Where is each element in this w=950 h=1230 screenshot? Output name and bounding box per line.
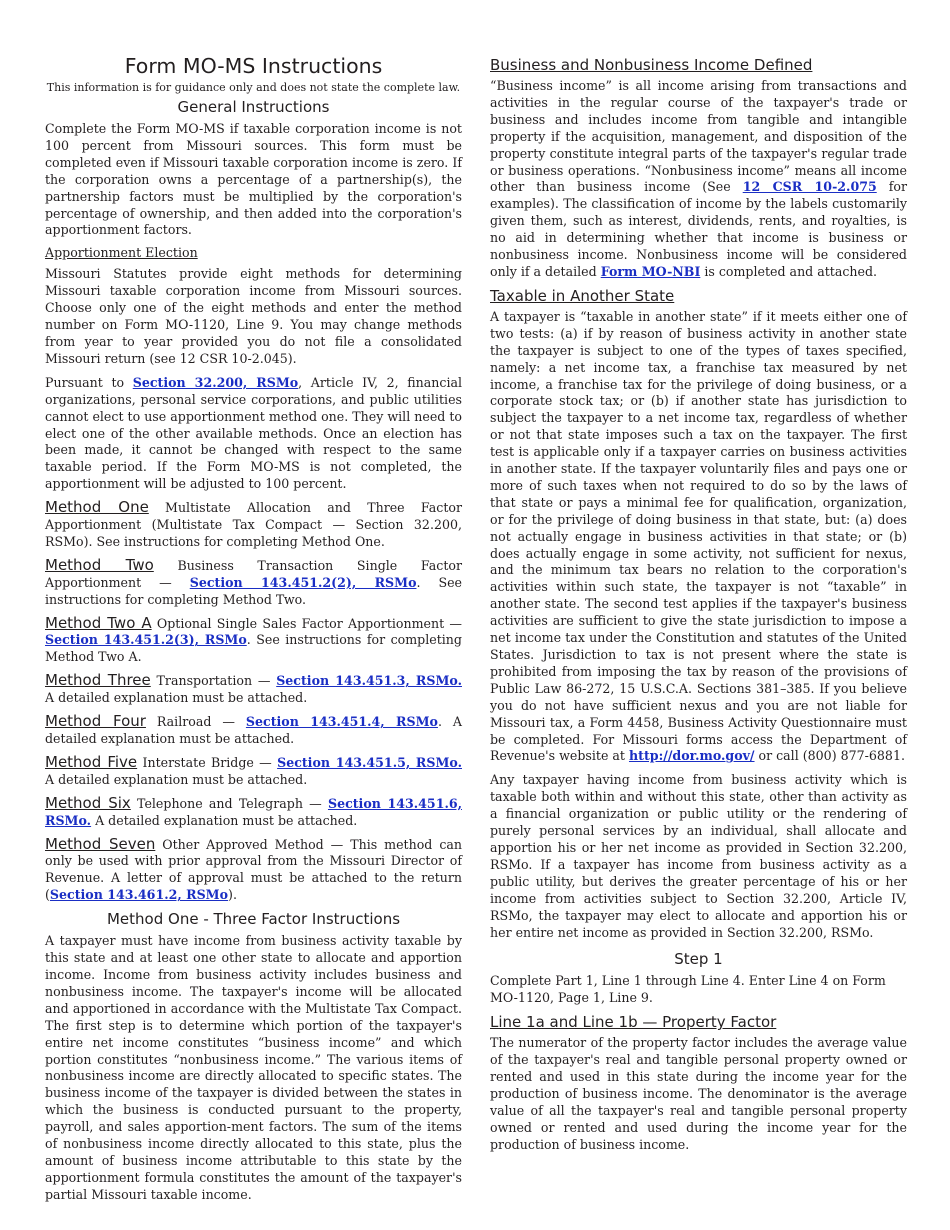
method-one-title: Method One: [45, 498, 149, 517]
section-143-451-4-link[interactable]: Section 143.451.4, RSMo: [245, 714, 438, 730]
business-income-heading: Business and Nonbusiness Income Defined: [490, 56, 813, 74]
method-seven-title: Method Seven: [45, 834, 156, 853]
section-143-451-5-link[interactable]: Section 143.451.5, RSMo.: [277, 754, 462, 770]
general-instructions-heading: General Instructions: [177, 98, 330, 116]
property-factor-heading: Line 1a and Line 1b — Property Factor: [490, 1013, 777, 1032]
section-143-451-2-2-link[interactable]: Section 143.451.2(2), RSMo: [189, 574, 417, 590]
method-seven: Method Seven Other Approved Method — This method can only be used with prior approval from the Missouri Director of Revenue. A letter of approval must be attached to the return (Section 143.461.2, RSMo).: [45, 834, 462, 903]
form-mo-nbi-link[interactable]: Form MO-NBI: [600, 263, 701, 279]
right-column: [490, 55, 907, 1154]
three-factor-heading: Method One - Three Factor Instructions: [106, 910, 401, 929]
page-title: Form MO-MS Instructions: [124, 54, 383, 78]
business-income-paragraph: “Business income” is all income arising from transactions and activities in the regular course of the taxpayer's trade or business and includes income from tangible and intangible property if the acquisition, management, and disposition of the property constitute integral parts of the taxpayer's regular trade or business operations. “Nonbusiness income” means all income other than business income (See 12 CSR 10-2.075 for examples). The classification of income by the labels customarily given them, such as interest, dividends, rents, and royalties, is no aid in determining whether that income is business or nonbusiness income. Nonbusiness income will be considered only if a detailed Form MO-NBI is completed and attached.: [490, 78, 907, 279]
taxable-state-paragraph-2: Any taxpayer having income from business activity which is taxable both within and without this state, other than activity as a financial organization or public utility or the rendering of purely personal services by an individual, shall allocate and apportion his or her net income as provided in Section 32.200, RSMo. If a taxpayer has income from business activity as a public utility, but derives the greater percentage of his or her income from activities subject to Section 32.200, Article IV, RSMo, the taxpayer may elect to allocate and apportion his or her entire net income as provided in Section 32.200, RSMo.: [490, 772, 907, 940]
method-six-title: Method Six: [45, 793, 131, 812]
dor-website-link[interactable]: http://dor.mo.gov/: [628, 748, 755, 764]
method-six: Method Six Telephone and Telegraph — Section 143.451.6, RSMo. A detailed explanation must be attached.: [45, 793, 462, 828]
apportionment-election-heading: Apportionment Election: [45, 245, 198, 261]
apportionment-paragraph: Missouri Statutes provide eight methods for determining Missouri taxable corporation income from Missouri sources. Choose only one of the eight methods and enter the method number on Form MO-1120, Line 9. You may change methods from year to year provided you do not file a consolidated Missouri return (see 12 CSR 10-2.045).: [45, 266, 462, 366]
section-143-461-2-link[interactable]: Section 143.461.2, RSMo: [49, 887, 229, 903]
step-1-paragraph: Complete Part 1, Line 1 through Line 4. Enter Line 4 on Form MO-1120, Page 1, Line 9.: [490, 973, 886, 1006]
taxable-another-state-heading: Taxable in Another State: [490, 286, 675, 305]
pursuant-paragraph: Pursuant to Section 32.200, RSMo, Article IV, 2, financial organizations, personal service corporations, and public utilities cannot elect to use apportionment method one. They will need to elect one of the other available methods. Once an election has been made, it cannot be changed with respect to the same taxable period. If the Form MO-MS is not completed, the apportionment will be adjusted to 100 percent.: [45, 374, 463, 492]
method-two: Method Two Business Transaction Single Factor Apportionment — Section 143.451.2(2), RSMo. See instructions for completing Method Two.: [45, 555, 462, 607]
method-five-title: Method Five: [45, 752, 138, 771]
method-four-title: Method Four: [45, 712, 146, 731]
section-32-200-link[interactable]: Section 32.200, RSMo: [132, 374, 299, 390]
taxable-state-paragraph: A taxpayer is “taxable in another state” if it meets either one of two tests: (a) if by reason of business activity in another state the taxpayer is subject to one of the types of taxes specified, namely: a net income tax, a franchise tax measured by net income, a franchise tax for the privilege of doing business, or a corporate stock tax; or (b) if another state has jurisdiction to subject the taxpayer to a net income tax, regardless of whether or not that state imposes such a tax on the taxpayer. The first test is applicable only if a taxpayer carries on business activities in another state. If the taxpayer voluntarily files and pays one or more of such taxes when not required to do so by the laws of that state or pays a minimal fee for qualification, organization, or for the privilege of doing business in that state, but: (a) does not actually engage in business activities in that state; or (b) does actually engage in some activity, not sufficient for nexus, and the minimum tax bears no relation to the corporation's activities within such state, the taxpayer is not “taxable” in another state. The second test applies if the taxpayer's business activities are sufficient to give the state jurisdiction to impose a net income tax under the Constitution and statutes of the United States. Jurisdiction to tax is not present where the state is prohibited from imposing the tax by reason of the provisions of Public Law 86-272, 15 U.S.C.A. Sections 381–385. If you believe you do not have sufficient nexus and you are not liable for Missouri tax, a Form 4458, Business Activity Questionnaire must be completed. For Missouri forms access the Department of Revenue's website at http://dor.mo.gov/ or call (800) 877-6881.: [490, 308, 907, 764]
section-143-451-3-link[interactable]: Section 143.451.3, RSMo.: [276, 673, 462, 689]
csr-10-2-075-link[interactable]: 12 CSR 10-2.075: [742, 179, 877, 195]
step-1-heading: Step 1: [674, 950, 723, 969]
method-four: Method Four Railroad — Section 143.451.4, RSMo. A detailed explanation must be attached.: [45, 712, 462, 746]
method-three: Method Three Transportation — Section 143.451.3, RSMo. A detailed explanation must be attached.: [45, 671, 462, 706]
section-143-451-6-link[interactable]: Section 143.451.6, RSMo.: [45, 795, 462, 828]
property-factor-paragraph: The numerator of the property factor includes the average value of the taxpayer's real and tangible personal property owned or rented and used in this state during the income year for the production of business income. The denominator is the average value of all the taxpayer's real and tangible personal property owned or rented and used during the income year for the production of business income.: [490, 1035, 907, 1152]
method-one: Method One Multistate Allocation and Three Factor Apportionment (Multistate Tax Compact — Section 32.200, RSMo). See instructions for completing Method One.: [45, 498, 462, 549]
disclaimer: This information is for guidance only and does not state the complete law.: [46, 81, 461, 94]
method-three-title: Method Three: [45, 671, 151, 690]
left-column: [45, 50, 462, 1204]
method-two-title: Method Two: [45, 555, 154, 574]
method-two-a-title: Method Two A: [45, 613, 152, 632]
general-paragraph: Complete the Form MO-MS if taxable corporation income is not 100 percent from Missouri sources. This form must be completed even if Missouri taxable corporation income is zero. If the corporation owns a percentage of a partnership(s), the partnership factors must be multiplied by the corporation's percentage of ownership, and then added into the corporation's apportionment factors.: [45, 121, 462, 238]
three-factor-paragraph: A taxpayer must have income from business activity taxable by this state and at least one other state to allocate and apportion income. Income from business activity includes business and nonbusiness income. The taxpayer's income will be allocated and apportioned in accordance with the Multistate Tax Compact. The first step is to determine which portion of the taxpayer's entire net income constitutes “business income” and which portion constitutes “nonbusiness income.” The various items of nonbusiness income are directly allocated to specific states. The business income of the taxpayer is divided between the states in which the business is conducted pursuant to the property, payroll, and sales apportion-ment factors. The sum of the items of nonbusiness income directly allocated to this state, plus the amount of business income attributable to this state by the apportionment formula constitutes the amount of the taxpayer's partial Missouri taxable income.: [45, 933, 462, 1202]
method-two-a: Method Two A Optional Single Sales Factor Apportionment — Section 143.451.2(3), RSMo. See instructions for completing Method Two A.: [45, 613, 462, 665]
section-143-451-2-3-link[interactable]: Section 143.451.2(3), RSMo: [45, 632, 247, 648]
method-five: Method Five Interstate Bridge — Section 143.451.5, RSMo. A detailed explanation must be attached.: [45, 752, 462, 787]
